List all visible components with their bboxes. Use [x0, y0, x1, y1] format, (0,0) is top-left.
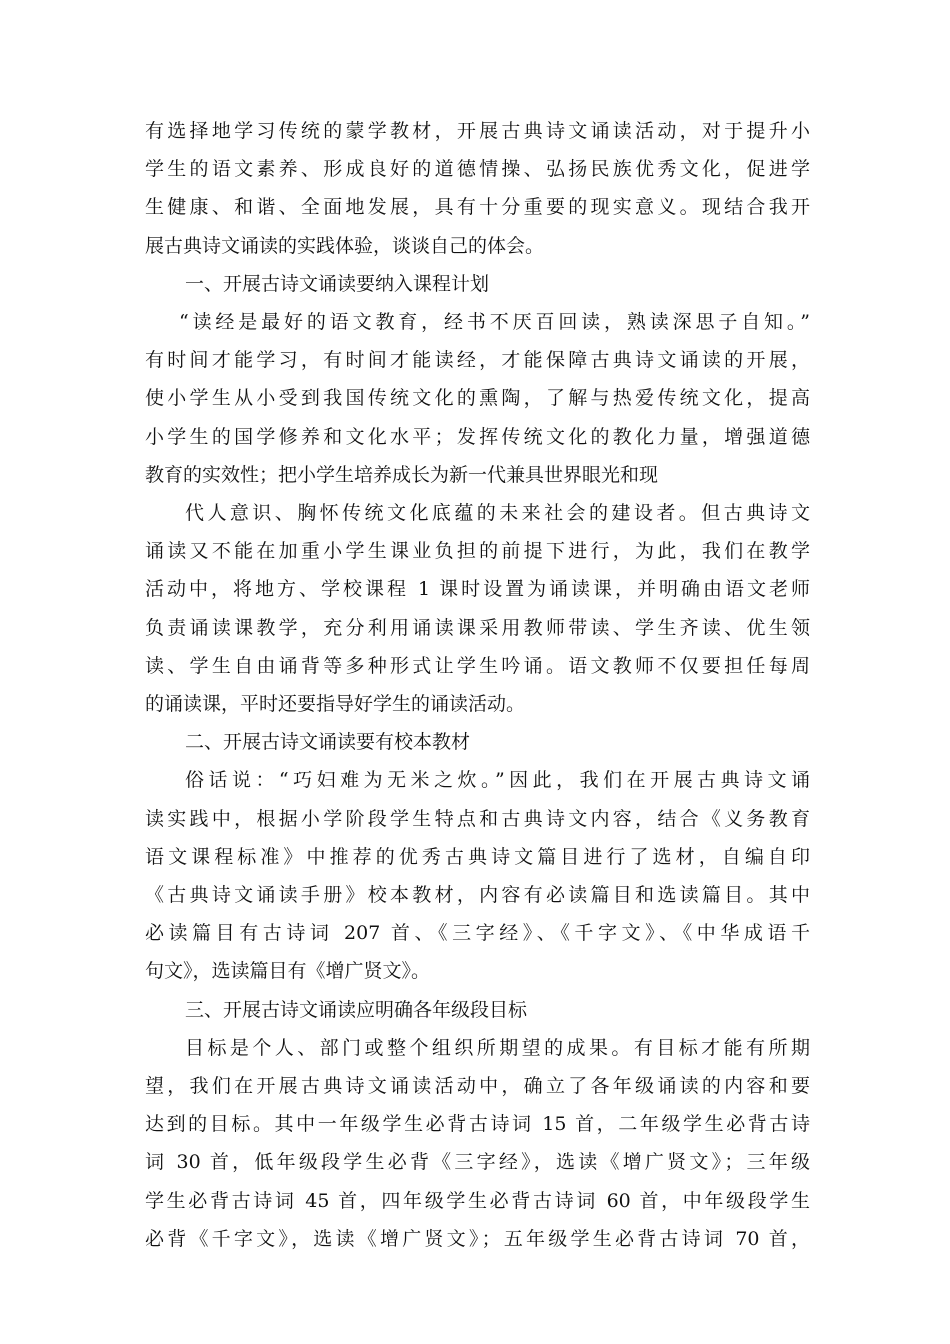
document-page — [145, 112, 810, 1258]
text-line: 代人意识、胸怀传统文化底蕴的未来社会的建设者。但古典诗文 — [185, 502, 810, 525]
section-heading-1: 一、开展古诗文诵读要纳入课程计划 — [185, 272, 490, 295]
section1-paragraph-1 — [145, 303, 810, 494]
section-heading-2: 二、开展古诗文诵读要有校本教材 — [185, 731, 471, 754]
text-line: 学生必背古诗词 45 首，四年级学生必背古诗词 60 首，中年级段学生 — [145, 1189, 810, 1212]
text-line: 句文》，选读篇目有《增广贤文》。 — [145, 960, 431, 983]
text-line: 词 30 首，低年级段学生必背《三字经》，选读《增广贤文》；三年级 — [145, 1151, 810, 1174]
text-line: 小学生的国学修养和文化水平；发挥传统文化的教化力量，增强道德 — [145, 425, 810, 448]
section1-paragraph-2 — [145, 494, 810, 723]
text-line: 展古典诗文诵读的实践体验，谈谈自己的体会。 — [145, 234, 545, 257]
text-line: 有时间才能学习，有时间才能读经，才能保障古典诗文诵读的开展， — [145, 349, 810, 372]
text-line: 望，我们在开展古典诗文诵读活动中，确立了各年级诵读的内容和要 — [145, 1075, 810, 1098]
text-line: 读实践中，根据小学阶段学生特点和古典诗文内容，结合《义务教育 — [145, 807, 810, 830]
section-heading-3: 三、开展古诗文诵读应明确各年级段目标 — [185, 998, 528, 1021]
text-line: 语文课程标准》中推荐的优秀古典诗文篇目进行了选材，自编自印 — [145, 845, 810, 868]
text-line: “读经是最好的语文教育，经书不厌百回读，熟读深思子自知。” — [179, 311, 810, 334]
intro-paragraph — [145, 112, 810, 265]
text-line: 达到的目标。其中一年级学生必背古诗词 15 首，二年级学生必背古诗 — [145, 1113, 810, 1136]
section2-paragraph — [145, 761, 810, 990]
text-line: 诵读又不能在加重小学生课业负担的前提下进行，为此，我们在教学 — [145, 540, 810, 563]
text-line: 《古典诗文诵读手册》校本教材，内容有必读篇目和选读篇目。其中 — [145, 884, 810, 907]
text-line: 学生的语文素养、形成良好的道德情操、弘扬民族优秀文化，促进学 — [145, 158, 810, 181]
text-line: 有选择地学习传统的蒙学教材，开展古典诗文诵读活动，对于提升小 — [145, 120, 810, 142]
text-line: 教育的实效性；把小学生培养成长为新一代兼具世界眼光和现 — [145, 463, 659, 486]
text-line: 使小学生从小受到我国传统文化的熏陶，了解与热爱传统文化，提高 — [145, 387, 810, 410]
text-line: 生健康、和谐、全面地发展，具有十分重要的现实意义。现结合我开 — [145, 196, 810, 219]
section3-paragraph — [145, 1029, 810, 1258]
text-line: 目标是个人、部门或整个组织所期望的成果。有目标才能有所期 — [185, 1036, 810, 1059]
text-line: 必背《千字文》，选读《增广贤文》；五年级学生必背古诗词 70 首， — [145, 1227, 810, 1250]
text-line: 活动中，将地方、学校课程 1 课时设置为诵读课，并明确由语文老师 — [145, 578, 810, 601]
text-line: 的诵读课，平时还要指导好学生的诵读活动。 — [145, 693, 526, 716]
text-line: 负责诵读课教学，充分利用诵读课采用教师带读、学生齐读、优生领 — [145, 616, 810, 639]
text-line: 俗话说：“巧妇难为无米之炊。”因此，我们在开展古典诗文诵 — [185, 769, 810, 792]
text-line: 必读篇目有古诗词 207 首、《三字经》、《千字文》、《中华成语千 — [145, 922, 810, 945]
text-line: 读、学生自由诵背等多种形式让学生吟诵。语文教师不仅要担任每周 — [145, 654, 810, 677]
